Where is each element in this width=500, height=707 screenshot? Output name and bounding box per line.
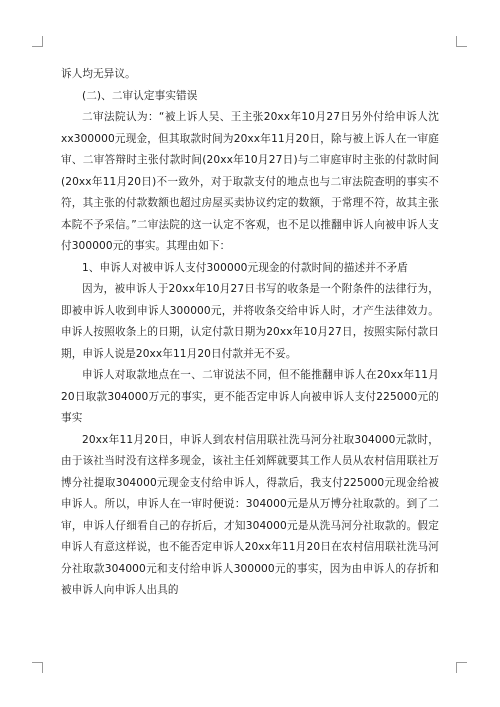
crop-mark-bottom-right	[456, 662, 467, 673]
paragraph-opening: 诉人均无异议。	[61, 68, 136, 80]
crop-mark-top-left	[32, 36, 43, 47]
paragraph-receipt-explanation: 因为，被申诉人于20xx年10月27日书写的收条是一个附条件的法律行为，即被申诉人收到申诉人300000元，并将收条交给申诉人时，才产生法律效力。申诉人按照收条上的日期，认定付款日期为20xx年10月27日，按照实际付款日期，申诉人说是20xx年11月20日付款并无不妥。	[61, 283, 439, 360]
paragraph-withdrawal-details: 20xx年11月20日，申诉人到农村信用联社洗马河分社取304000元款时，由于该社当时没有这样多现金，该社主任刘辉就要其工作人员从农村信用联社万博分社提取304000元现金支付给申诉人，得款后，我支付225000元现金给被申诉人。所以，申诉人在一审时便说：304000元是从万博分社取款的。到了二审，申诉人仔细看自己的存折后，才知304000元是从洗马河分社取款的。假定申诉人有意这样说，也不能否定申诉人20xx年11月20日在农村信用联社洗马河分社取款304000元和支付给申诉人300000元的事实，因为由申诉人的存折和被申诉人向申诉人出具的	[61, 433, 439, 596]
document-body	[61, 64, 439, 602]
paragraph-withdrawal-location: 申诉人对取款地点在一、二审说法不同，但不能推翻申诉人在20xx年11月20日取款304000万元的事实，更不能否定申诉人向被申诉人支付225000元的事实	[61, 369, 439, 424]
subheading-payment-time: 1、申诉人对被申诉人支付300000元现金的付款时间的描述并不矛盾	[82, 261, 408, 274]
paragraph-court-opinion: 二审法院认为：“被上诉人吴、王主张20xx年10月27日另外付给申诉人沈xx300000元现金，但其取款时间为20xx年11月20日，除与被上诉人在一审庭审、二审答辩时主张付款时间(20xx年10月27日)与二审庭审时主张的付款时间(20xx年11月20日)不一致外，对于取款支付的地点也与二审法院查明的事实不符，其主张的付款数额也超过房屋买卖协议约定的数额，于常理不符，故其主张本院不予采信。”二审法院的这一认定不客观，也不足以推翻申诉人向被申诉人支付300000元的事实。其理由如下：	[61, 111, 439, 252]
crop-mark-bottom-left	[32, 662, 43, 673]
section-heading: (二)、二审认定事实错误	[82, 89, 198, 102]
crop-mark-top-right	[456, 36, 467, 47]
